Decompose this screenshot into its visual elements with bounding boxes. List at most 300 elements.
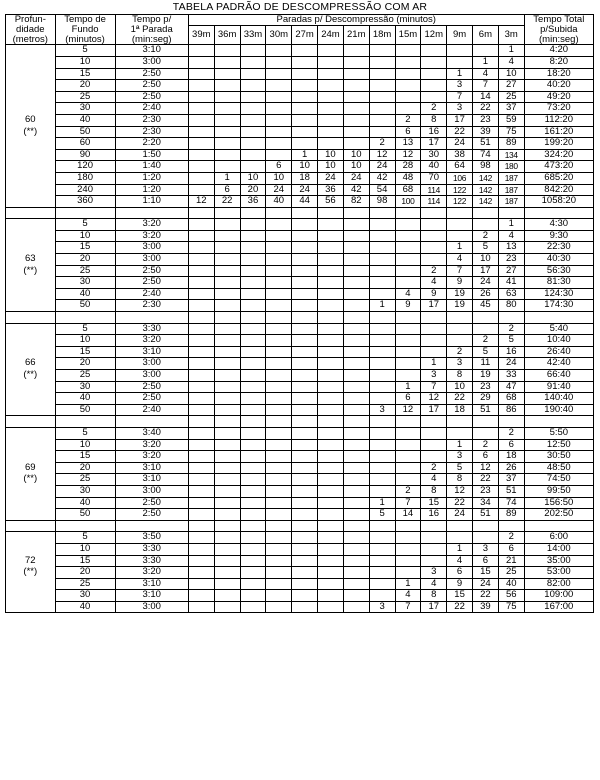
stop-minutes-cell: 86 — [498, 404, 524, 416]
stop-minutes-cell — [188, 114, 214, 126]
depth-cell — [6, 149, 56, 161]
stop-minutes-cell — [266, 370, 292, 382]
empty-cell — [343, 207, 369, 219]
stop-minutes-cell: 23 — [498, 254, 524, 266]
stop-minutes-cell — [395, 427, 421, 439]
stop-depth-header: 24m — [318, 25, 344, 45]
total-time-cell: 5:50 — [524, 427, 593, 439]
stop-minutes-cell — [240, 370, 266, 382]
stop-minutes-cell — [240, 509, 266, 521]
stop-minutes-cell: 5 — [472, 242, 498, 254]
stop-minutes-cell — [318, 567, 344, 579]
stop-minutes-cell — [395, 451, 421, 463]
stop-minutes-cell — [421, 427, 447, 439]
first-stop-time-cell: 1:10 — [115, 196, 188, 208]
stop-minutes-cell — [318, 323, 344, 335]
stop-minutes-cell — [188, 567, 214, 579]
stop-minutes-cell — [188, 149, 214, 161]
bottom-time-cell: 10 — [55, 335, 115, 347]
stop-minutes-cell — [214, 567, 240, 579]
depth-cell — [6, 300, 56, 312]
stop-minutes-cell — [240, 114, 266, 126]
total-time-cell: 81:30 — [524, 277, 593, 289]
stop-minutes-cell — [240, 103, 266, 115]
stop-minutes-cell: 20 — [240, 184, 266, 196]
bottom-time-cell: 50 — [55, 509, 115, 521]
stop-minutes-cell: 7 — [447, 265, 473, 277]
stop-minutes-cell — [266, 578, 292, 590]
depth-cell — [6, 172, 56, 184]
depth-cell — [6, 451, 56, 463]
stop-minutes-cell: 9 — [395, 300, 421, 312]
stop-minutes-cell — [266, 474, 292, 486]
stop-minutes-cell — [318, 219, 344, 231]
empty-cell — [318, 312, 344, 324]
stop-minutes-cell — [343, 485, 369, 497]
stop-minutes-cell — [369, 277, 395, 289]
stop-minutes-cell — [266, 114, 292, 126]
table-row — [6, 254, 594, 266]
table-row — [6, 567, 594, 579]
stop-minutes-cell — [343, 427, 369, 439]
table-body — [6, 45, 594, 613]
first-stop-time-cell: 3:10 — [115, 474, 188, 486]
stop-minutes-cell — [266, 277, 292, 289]
empty-cell — [318, 207, 344, 219]
stop-minutes-cell — [188, 578, 214, 590]
stop-minutes-cell — [343, 300, 369, 312]
stop-minutes-cell — [343, 509, 369, 521]
table-row — [6, 427, 594, 439]
bottom-time-cell: 50 — [55, 126, 115, 138]
empty-cell — [343, 312, 369, 324]
stop-minutes-cell — [395, 277, 421, 289]
stop-minutes-cell: 7 — [395, 601, 421, 613]
stop-minutes-cell — [318, 404, 344, 416]
total-time-cell: 190:40 — [524, 404, 593, 416]
first-stop-time-cell: 3:00 — [115, 242, 188, 254]
stop-minutes-cell — [369, 242, 395, 254]
stop-minutes-cell — [343, 68, 369, 80]
depth-note: (**) — [6, 265, 56, 277]
stop-minutes-cell — [343, 567, 369, 579]
stop-minutes-cell — [318, 335, 344, 347]
stop-minutes-cell — [318, 56, 344, 68]
stop-minutes-cell: 21 — [498, 555, 524, 567]
stop-minutes-cell — [343, 138, 369, 150]
stop-minutes-cell — [214, 474, 240, 486]
stop-minutes-cell — [266, 300, 292, 312]
stop-minutes-cell — [214, 393, 240, 405]
stop-minutes-cell — [343, 451, 369, 463]
stop-minutes-cell — [266, 230, 292, 242]
stop-minutes-cell — [214, 381, 240, 393]
first-stop-time-cell: 3:10 — [115, 578, 188, 590]
stop-minutes-cell — [318, 288, 344, 300]
stop-minutes-cell — [240, 474, 266, 486]
stop-minutes-cell — [318, 358, 344, 370]
stop-minutes-cell — [421, 543, 447, 555]
depth-cell — [6, 230, 56, 242]
stop-minutes-cell: 24 — [472, 578, 498, 590]
stop-minutes-cell — [266, 91, 292, 103]
empty-cell — [498, 207, 524, 219]
first-stop-time-cell: 3:00 — [115, 370, 188, 382]
table-row — [6, 161, 594, 173]
total-time-cell: 91:40 — [524, 381, 593, 393]
stop-minutes-cell: 24 — [343, 172, 369, 184]
first-stop-time-cell: 2:40 — [115, 404, 188, 416]
bottom-time-cell: 10 — [55, 543, 115, 555]
stop-minutes-cell — [214, 370, 240, 382]
empty-cell — [498, 520, 524, 532]
stop-minutes-cell — [266, 335, 292, 347]
stop-minutes-cell: 5 — [369, 509, 395, 521]
stop-minutes-cell — [343, 230, 369, 242]
stop-minutes-cell — [188, 381, 214, 393]
total-time-cell: 4:30 — [524, 219, 593, 231]
bottom-time-cell: 30 — [55, 485, 115, 497]
stop-minutes-cell — [266, 103, 292, 115]
stop-minutes-cell — [266, 149, 292, 161]
stop-minutes-cell — [214, 103, 240, 115]
stop-minutes-cell: 8 — [421, 485, 447, 497]
depth-cell — [6, 91, 56, 103]
stop-minutes-cell — [318, 300, 344, 312]
stop-minutes-cell — [214, 45, 240, 57]
stop-minutes-cell — [266, 254, 292, 266]
empty-cell — [318, 416, 344, 428]
stop-minutes-cell — [240, 219, 266, 231]
stop-minutes-cell: 40 — [421, 161, 447, 173]
table-row — [6, 335, 594, 347]
stop-minutes-cell — [240, 230, 266, 242]
stop-minutes-cell — [292, 80, 318, 92]
stop-minutes-cell — [369, 439, 395, 451]
empty-cell — [395, 312, 421, 324]
stop-minutes-cell: 10 — [498, 68, 524, 80]
stop-minutes-cell: 17 — [421, 404, 447, 416]
table-row — [6, 462, 594, 474]
stop-minutes-cell — [292, 68, 318, 80]
stop-minutes-cell — [292, 103, 318, 115]
empty-cell — [6, 416, 56, 428]
stop-minutes-cell: 74 — [498, 497, 524, 509]
bottom-time-cell: 15 — [55, 555, 115, 567]
stop-minutes-cell — [214, 532, 240, 544]
empty-cell — [472, 312, 498, 324]
table-row — [6, 439, 594, 451]
stop-minutes-cell — [214, 265, 240, 277]
stop-minutes-cell — [447, 56, 473, 68]
stop-minutes-cell: 3 — [369, 601, 395, 613]
stop-minutes-cell — [266, 404, 292, 416]
stop-minutes-cell — [188, 172, 214, 184]
stop-minutes-cell — [292, 335, 318, 347]
stop-minutes-cell — [369, 451, 395, 463]
stop-minutes-cell: 187 — [498, 184, 524, 196]
stop-minutes-cell — [214, 543, 240, 555]
empty-cell — [292, 520, 318, 532]
stop-minutes-cell — [472, 45, 498, 57]
total-time-cell: 74:50 — [524, 474, 593, 486]
stop-minutes-cell: 12 — [472, 462, 498, 474]
stop-minutes-cell: 3 — [447, 358, 473, 370]
stop-minutes-cell — [343, 474, 369, 486]
depth-header-line: Profun- — [14, 14, 46, 25]
stop-minutes-cell: 3 — [447, 80, 473, 92]
stop-minutes-cell — [214, 219, 240, 231]
stop-minutes-cell — [188, 277, 214, 289]
stop-minutes-cell: 8 — [447, 370, 473, 382]
table-row — [6, 114, 594, 126]
stop-minutes-cell: 51 — [498, 485, 524, 497]
table-row — [6, 230, 594, 242]
depth-note: (**) — [6, 126, 56, 138]
stop-minutes-cell — [318, 381, 344, 393]
total-time-cell: 53:00 — [524, 567, 593, 579]
stop-minutes-cell — [292, 439, 318, 451]
stop-minutes-cell: 24 — [369, 161, 395, 173]
table-row — [6, 578, 594, 590]
stop-minutes-cell — [214, 68, 240, 80]
stop-minutes-cell: 12 — [395, 149, 421, 161]
stop-minutes-cell: 18 — [292, 172, 318, 184]
stop-minutes-cell — [421, 80, 447, 92]
stop-minutes-cell — [421, 242, 447, 254]
stop-minutes-cell — [369, 335, 395, 347]
separator-row — [6, 520, 594, 532]
stop-minutes-cell — [343, 126, 369, 138]
stop-minutes-cell: 44 — [292, 196, 318, 208]
stop-minutes-cell — [369, 427, 395, 439]
total-time-cell: 324:20 — [524, 149, 593, 161]
stop-minutes-cell — [240, 254, 266, 266]
empty-cell — [395, 416, 421, 428]
stop-minutes-cell: 10 — [318, 149, 344, 161]
stop-minutes-cell — [292, 578, 318, 590]
bottom-time-cell: 5 — [55, 45, 115, 57]
stop-minutes-cell — [240, 404, 266, 416]
empty-cell — [498, 312, 524, 324]
stop-minutes-cell — [266, 393, 292, 405]
total-time-cell: 35:00 — [524, 555, 593, 567]
stop-minutes-cell — [318, 265, 344, 277]
stop-minutes-cell — [240, 68, 266, 80]
first-stop-time-cell: 3:00 — [115, 56, 188, 68]
stop-minutes-cell — [343, 393, 369, 405]
empty-cell — [6, 312, 56, 324]
stop-minutes-cell — [292, 45, 318, 57]
total-time-cell: 109:00 — [524, 590, 593, 602]
first-stop-time-cell: 2:50 — [115, 265, 188, 277]
first-stop-time-cell: 3:20 — [115, 567, 188, 579]
bottom-time-cell: 5 — [55, 427, 115, 439]
stop-minutes-cell — [369, 590, 395, 602]
stop-minutes-cell — [369, 543, 395, 555]
stop-minutes-cell: 5 — [498, 335, 524, 347]
first-stop-header — [115, 15, 188, 45]
table-row — [6, 265, 594, 277]
depth-cell — [6, 485, 56, 497]
stop-minutes-cell — [266, 265, 292, 277]
total-time-cell: 49:20 — [524, 91, 593, 103]
depth-cell — [6, 532, 56, 544]
stop-minutes-cell: 25 — [498, 91, 524, 103]
stop-minutes-cell — [369, 370, 395, 382]
depth-cell — [6, 323, 56, 335]
stop-minutes-cell — [395, 439, 421, 451]
stop-minutes-cell: 89 — [498, 509, 524, 521]
bottom-time-cell: 20 — [55, 567, 115, 579]
stop-minutes-cell — [421, 439, 447, 451]
stop-minutes-cell: 24 — [318, 172, 344, 184]
empty-cell — [240, 207, 266, 219]
stop-depth-header: 6m — [472, 25, 498, 45]
stop-minutes-cell: 2 — [447, 346, 473, 358]
stop-minutes-cell: 26 — [472, 288, 498, 300]
depth-cell — [6, 242, 56, 254]
stop-minutes-cell — [318, 346, 344, 358]
stop-minutes-cell: 40 — [498, 578, 524, 590]
stop-minutes-cell: 74 — [472, 149, 498, 161]
stop-minutes-cell — [188, 532, 214, 544]
stop-minutes-cell — [240, 300, 266, 312]
stop-minutes-cell — [395, 567, 421, 579]
depth-value: 66 — [6, 358, 56, 370]
stop-minutes-cell — [369, 381, 395, 393]
stop-minutes-cell — [266, 509, 292, 521]
stop-minutes-cell — [369, 462, 395, 474]
first-stop-time-cell: 3:00 — [115, 254, 188, 266]
stop-depth-header: 27m — [292, 25, 318, 45]
stop-minutes-cell: 10 — [472, 254, 498, 266]
stop-minutes-cell: 2 — [498, 427, 524, 439]
stop-minutes-cell — [240, 126, 266, 138]
stop-minutes-cell — [214, 161, 240, 173]
depth-cell — [6, 381, 56, 393]
stop-minutes-cell — [188, 358, 214, 370]
stop-minutes-cell: 12 — [421, 393, 447, 405]
total-time-cell: 56:30 — [524, 265, 593, 277]
total-header-line: p/Subida — [540, 23, 578, 35]
stop-minutes-cell — [343, 219, 369, 231]
stop-minutes-cell — [343, 91, 369, 103]
bottom-time-cell: 5 — [55, 323, 115, 335]
stop-minutes-cell — [395, 219, 421, 231]
table-row — [6, 219, 594, 231]
stop-minutes-cell: 70 — [421, 172, 447, 184]
stop-minutes-cell — [318, 103, 344, 115]
empty-cell — [214, 520, 240, 532]
bottom-time-cell: 120 — [55, 161, 115, 173]
stop-minutes-cell — [266, 126, 292, 138]
stop-minutes-cell: 9 — [447, 277, 473, 289]
empty-cell — [421, 520, 447, 532]
bottom-time-cell: 40 — [55, 288, 115, 300]
stop-minutes-cell: 4 — [498, 230, 524, 242]
stop-minutes-cell: 23 — [472, 114, 498, 126]
stop-minutes-cell: 2 — [472, 230, 498, 242]
stop-minutes-cell: 4 — [395, 288, 421, 300]
stop-minutes-cell: 3 — [472, 543, 498, 555]
stop-minutes-cell: 3 — [421, 370, 447, 382]
empty-cell — [214, 416, 240, 428]
stop-minutes-cell — [240, 451, 266, 463]
stop-minutes-cell — [395, 242, 421, 254]
empty-cell — [395, 520, 421, 532]
stop-minutes-cell — [240, 532, 266, 544]
stop-minutes-cell: 142 — [472, 184, 498, 196]
stop-minutes-cell: 18 — [498, 451, 524, 463]
empty-cell — [292, 416, 318, 428]
stop-minutes-cell — [266, 346, 292, 358]
stop-minutes-cell — [318, 439, 344, 451]
bottom-time-cell: 20 — [55, 358, 115, 370]
stop-minutes-cell: 1 — [292, 149, 318, 161]
table-row — [6, 300, 594, 312]
depth-cell — [6, 103, 56, 115]
stop-minutes-cell — [395, 532, 421, 544]
total-time-cell: 4:20 — [524, 45, 593, 57]
table-row — [6, 381, 594, 393]
depth-value: 72 — [6, 555, 56, 567]
stop-minutes-cell — [369, 265, 395, 277]
stop-minutes-cell — [343, 323, 369, 335]
stop-minutes-cell — [214, 451, 240, 463]
first-stop-time-cell: 2:50 — [115, 497, 188, 509]
stop-minutes-cell — [292, 265, 318, 277]
stop-minutes-cell — [188, 300, 214, 312]
stop-minutes-cell — [395, 80, 421, 92]
bottom-time-cell: 60 — [55, 138, 115, 150]
stop-minutes-cell — [292, 393, 318, 405]
stop-minutes-cell: 39 — [472, 126, 498, 138]
stop-minutes-cell — [292, 242, 318, 254]
stop-minutes-cell — [447, 427, 473, 439]
stop-minutes-cell: 12 — [188, 196, 214, 208]
stop-minutes-cell: 2 — [395, 485, 421, 497]
stop-minutes-cell — [188, 427, 214, 439]
stop-minutes-cell — [240, 497, 266, 509]
stop-minutes-cell — [214, 114, 240, 126]
stop-minutes-cell — [369, 230, 395, 242]
stop-minutes-cell — [240, 462, 266, 474]
stop-minutes-cell — [395, 265, 421, 277]
stop-minutes-cell — [421, 323, 447, 335]
stop-minutes-cell — [369, 485, 395, 497]
stop-minutes-cell: 24 — [472, 277, 498, 289]
stop-minutes-cell — [318, 578, 344, 590]
stop-minutes-cell: 16 — [498, 346, 524, 358]
depth-cell — [6, 45, 56, 57]
empty-cell — [369, 416, 395, 428]
stop-minutes-cell — [395, 56, 421, 68]
bottom-time-cell: 30 — [55, 590, 115, 602]
stop-minutes-cell — [214, 56, 240, 68]
stop-minutes-cell — [240, 358, 266, 370]
stop-minutes-cell: 22 — [447, 497, 473, 509]
stop-minutes-cell — [188, 439, 214, 451]
first-stop-time-cell: 3:20 — [115, 451, 188, 463]
total-time-cell: 199:20 — [524, 138, 593, 150]
stop-minutes-cell — [421, 346, 447, 358]
stop-minutes-cell: 100 — [395, 196, 421, 208]
stop-minutes-cell: 8 — [447, 474, 473, 486]
stop-minutes-cell: 134 — [498, 149, 524, 161]
stop-minutes-cell: 2 — [421, 462, 447, 474]
stop-minutes-cell — [472, 219, 498, 231]
